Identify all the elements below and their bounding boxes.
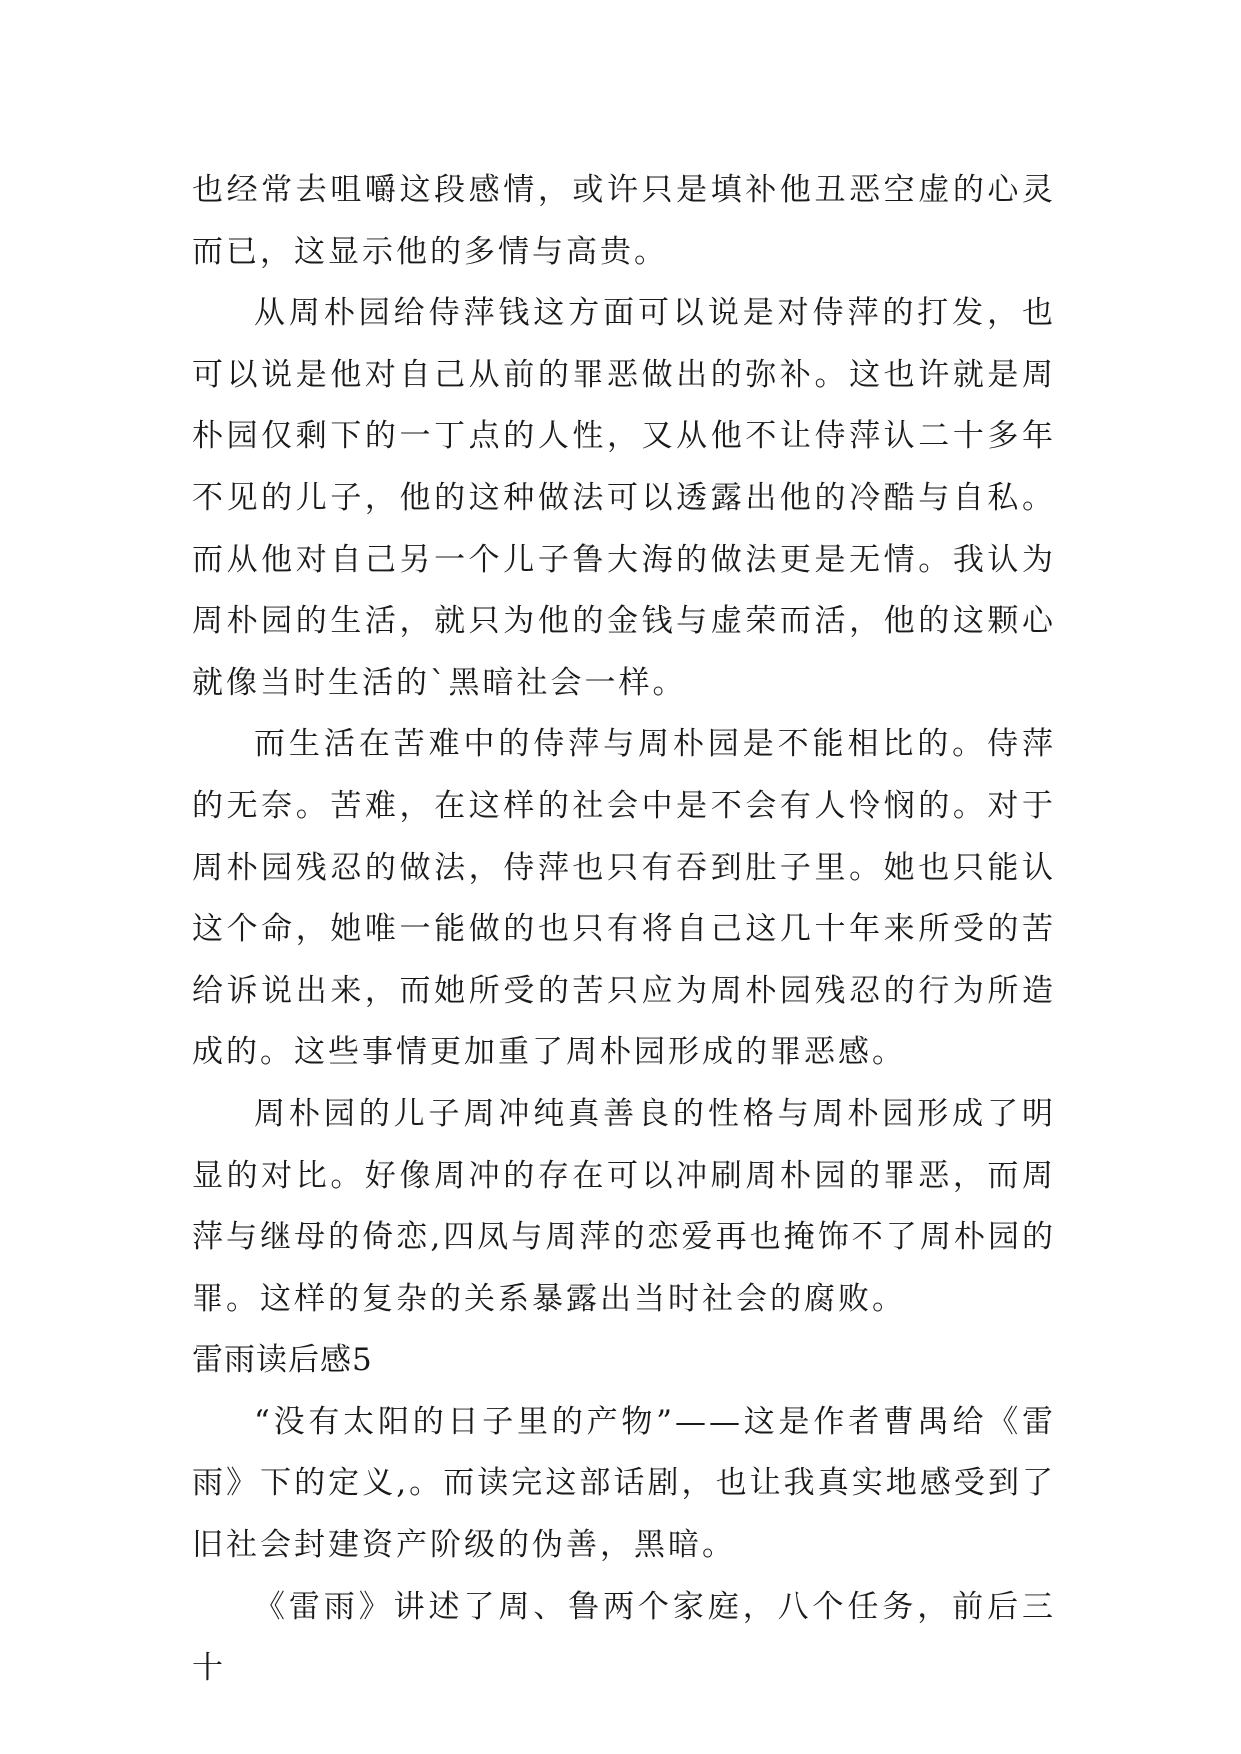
paragraph-story-intro: 《雷雨》讲述了周、鲁两个家庭，八个任务，前后三十 — [192, 1588, 1056, 1687]
paragraph-definition-quote: “没有太阳的日子里的产物”——这是作者曹禺给《雷雨》下的定义,。而读完这部话剧，也让我真实地感受到了旧社会封建资产阶级的伪善，黑暗。 — [192, 1403, 1056, 1564]
paragraph-continuation: 也经常去咀嚼这段感情，或许只是填补他丑恶空虚的心灵而已，这显示他的多情与高贵。 — [192, 172, 1056, 270]
paragraph-shiping-suffering: 而生活在苦难中的侍萍与周朴园是不能相比的。侍萍的无奈。苦难，在这样的社会中是不会有人怜悯的。对于周朴园残忍的做法，侍萍也只有吞到肚子里。她也只能认这个命，她唯一能做的也只有将自己这几十年来所受的苦给诉说出来，而她所受的苦只应为周朴园残忍的行为所造成的。这些事情更加重了周朴园形成的罪恶感。 — [192, 726, 1056, 1071]
section-heading: 雷雨读后感5 — [192, 1342, 373, 1379]
paragraph-zhou-chong-contrast: 周朴园的儿子周冲纯真善良的性格与周朴园形成了明显的对比。好像周冲的存在可以冲刷周朴园的罪恶，而周萍与继母的倚恋,四凤与周萍的恋爱再也掩饰不了周朴园的罪。这样的复杂的关系暴露出当时社会的腐败。 — [192, 1095, 1056, 1317]
document-body — [192, 160, 1056, 1700]
paragraph-zhou-puyuan-money: 从周朴园给侍萍钱这方面可以说是对侍萍的打发，也可以说是他对自己从前的罪恶做出的弥补。这也许就是周朴园仅剩下的一丁点的人性，又从他不让侍萍认二十多年不见的儿子，他的这种做法可以透露出他的冷酷与自私。而从他对自己另一个儿子鲁大海的做法更是无情。我认为周朴园的生活，就只为他的金钱与虚荣而活，他的这颗心就像当时生活的`黑暗社会一样。 — [192, 295, 1056, 701]
